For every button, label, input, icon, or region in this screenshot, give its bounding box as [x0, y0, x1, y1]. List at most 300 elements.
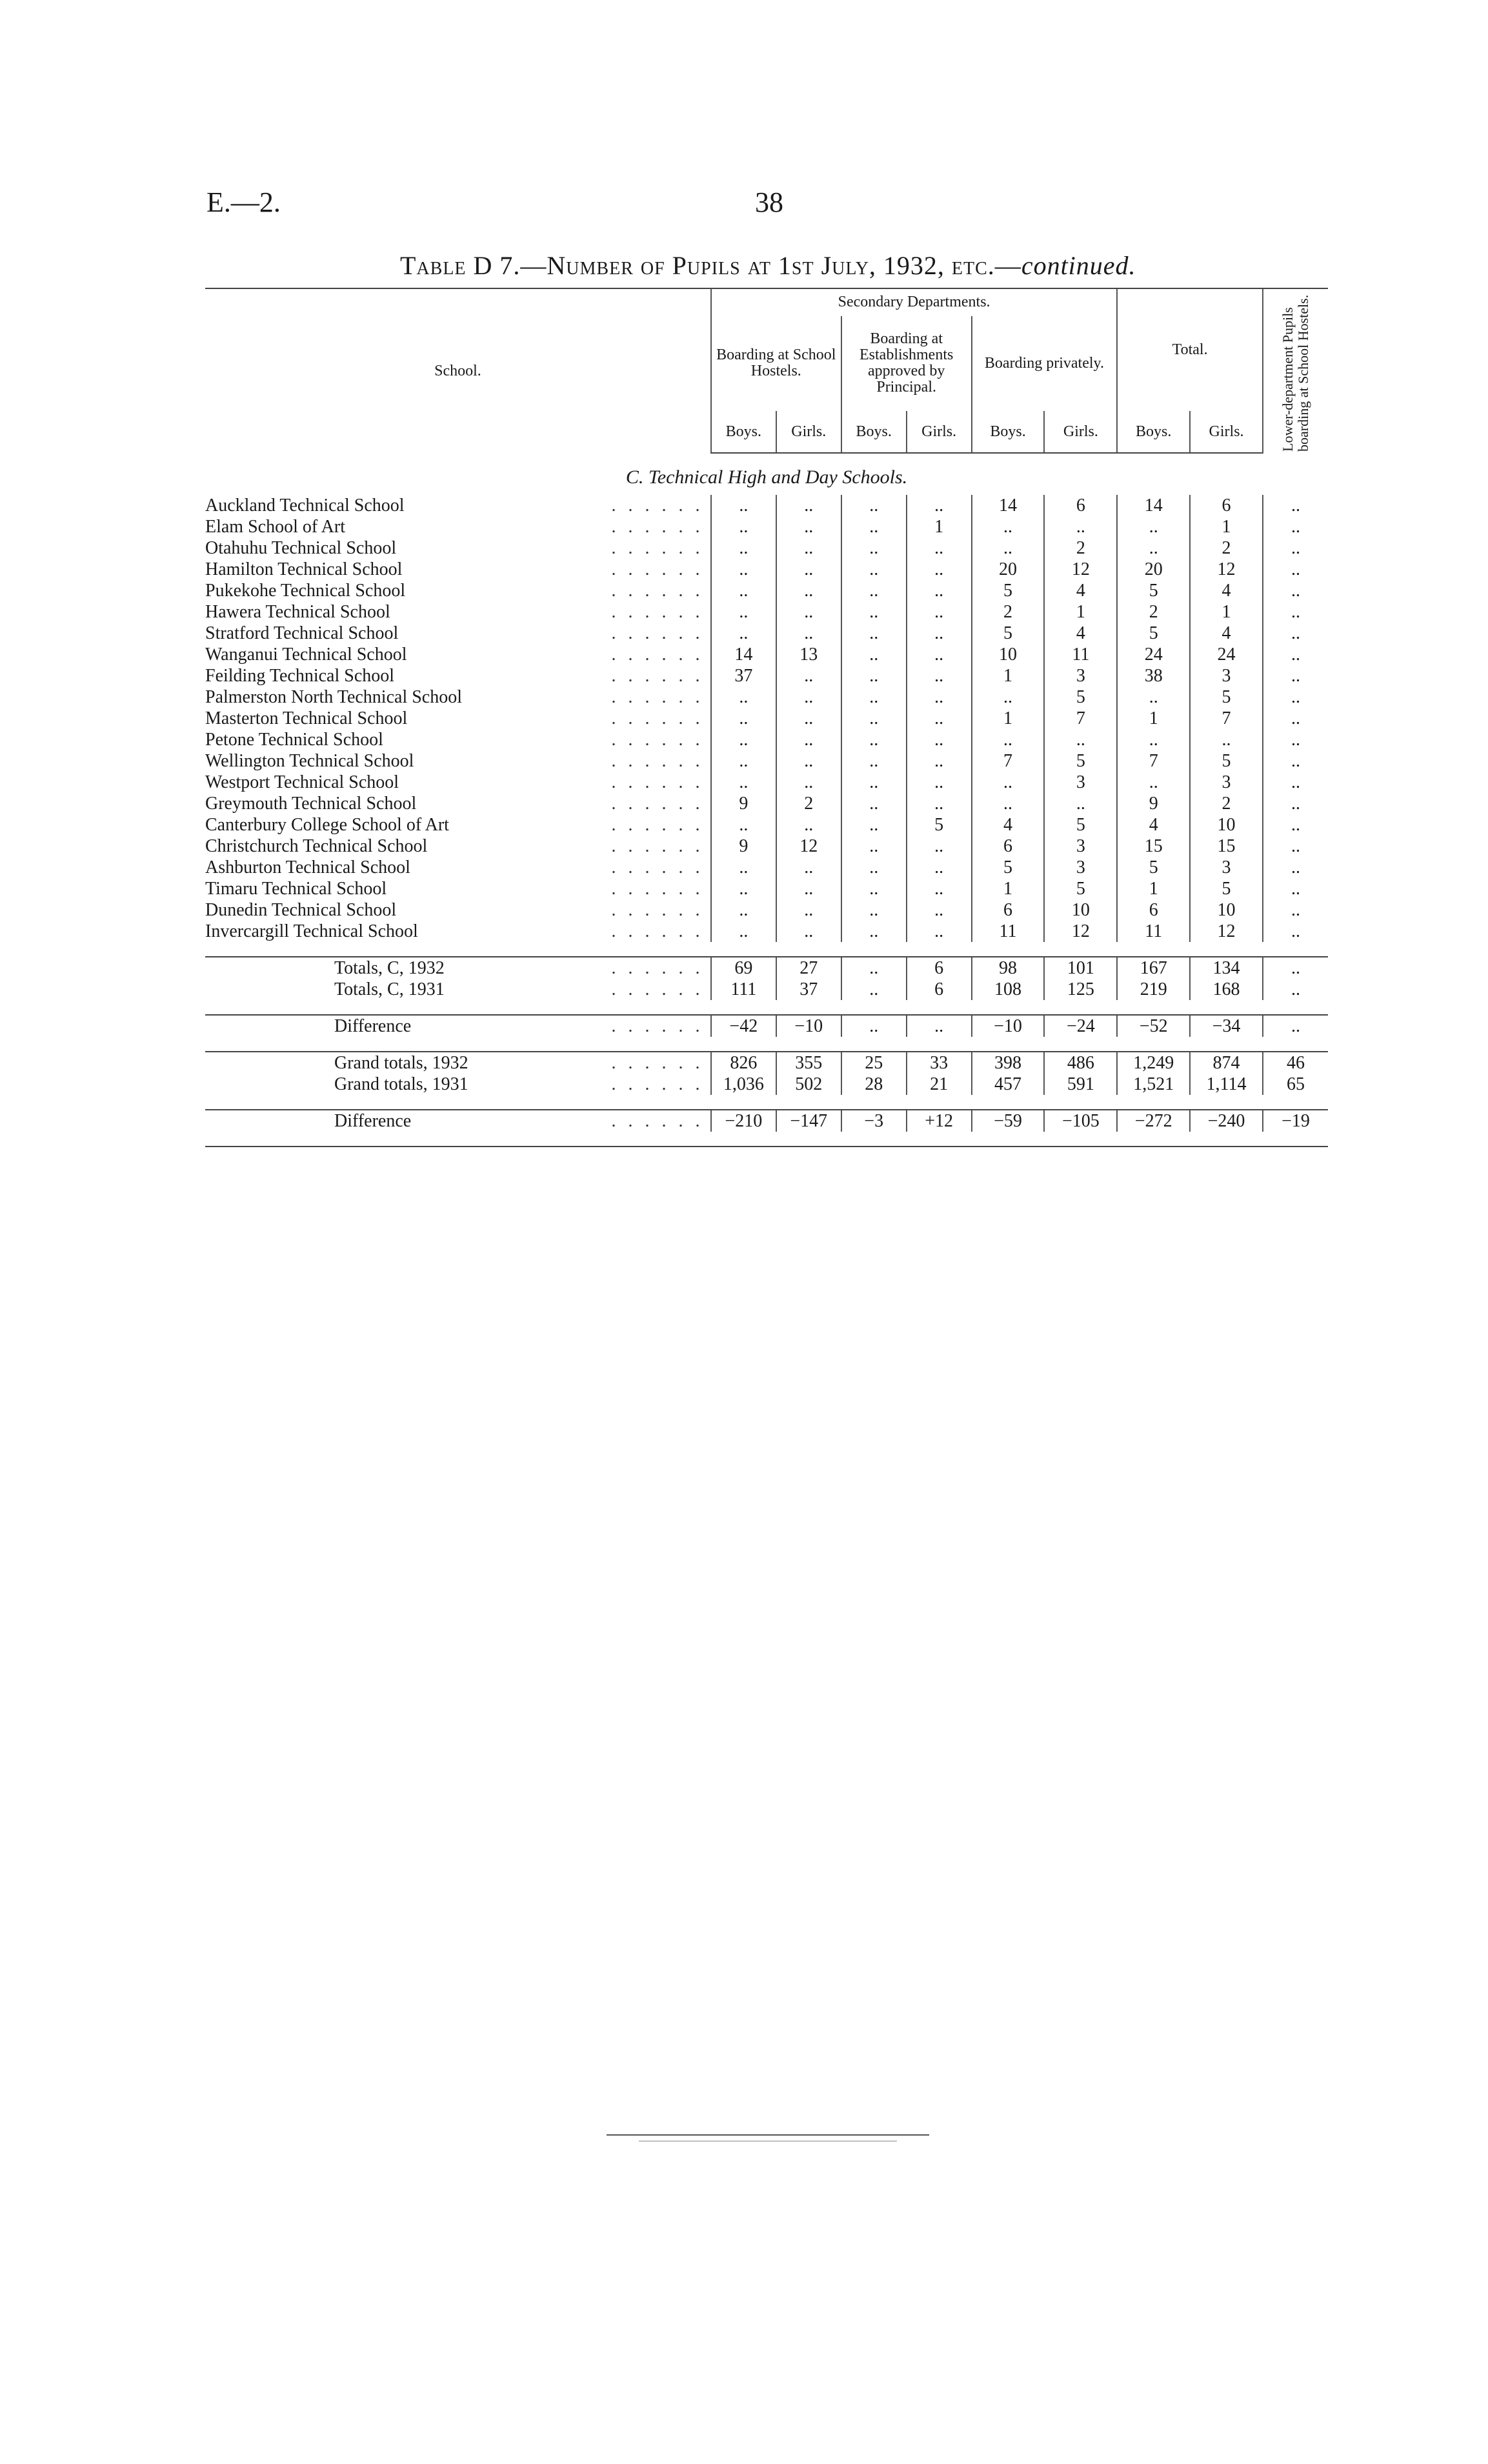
- cell-value: −59: [972, 1110, 1045, 1132]
- cell-value: 3: [1190, 665, 1263, 686]
- leader-dots: . . . . . .: [611, 879, 704, 899]
- grand-totals-label: Grand totals, 1932: [334, 1053, 468, 1073]
- table-row: [205, 921, 1328, 942]
- school-name: Westport Technical School: [205, 772, 399, 792]
- cell-value: ..: [907, 899, 972, 921]
- cell-value: ..: [1117, 516, 1190, 537]
- table-row: [205, 537, 1328, 559]
- page-number: 38: [755, 186, 783, 218]
- cell-value: 25: [841, 1052, 907, 1074]
- leader-dots: . . . . . .: [611, 687, 704, 707]
- cell-value: ..: [841, 793, 907, 814]
- cell-value: 69: [711, 957, 776, 979]
- leader-dots: . . . . . .: [611, 815, 704, 835]
- cell-value: ..: [776, 516, 841, 537]
- cell-value: ..: [1263, 516, 1328, 537]
- cell-value: ..: [907, 750, 972, 772]
- leader-dots: . . . . . .: [611, 772, 704, 792]
- cell-value: ..: [907, 559, 972, 580]
- cell-value: ..: [907, 601, 972, 623]
- cell-value: ..: [841, 516, 907, 537]
- cell-value: ..: [776, 537, 841, 559]
- cell-value: 10: [972, 644, 1045, 665]
- school-name: Elam School of Art: [205, 517, 345, 537]
- cell-value: 24: [1190, 644, 1263, 665]
- grand-totals-row: [205, 1074, 1328, 1095]
- cell-value: 12: [776, 836, 841, 857]
- cell-value: 6: [1044, 495, 1117, 516]
- cell-value: 21: [907, 1074, 972, 1095]
- cell-value: −240: [1190, 1110, 1263, 1132]
- cell-value: 5: [972, 623, 1045, 644]
- cell-value: ..: [841, 899, 907, 921]
- cell-value: 2: [1117, 601, 1190, 623]
- cell-value: ..: [1263, 559, 1328, 580]
- leader-dots: . . . . . .: [611, 1016, 704, 1036]
- cell-value: ..: [711, 899, 776, 921]
- leader-dots: . . . . . .: [611, 1053, 704, 1073]
- cell-value: ..: [841, 921, 907, 942]
- cell-value: 1: [972, 708, 1045, 729]
- cell-value: 1: [1190, 516, 1263, 537]
- cell-value: ..: [776, 750, 841, 772]
- cell-value: 13: [776, 644, 841, 665]
- cell-value: ..: [711, 559, 776, 580]
- leader-dots: . . . . . .: [611, 581, 704, 601]
- cell-value: ..: [841, 979, 907, 1000]
- cell-value: ..: [841, 686, 907, 708]
- cell-value: ..: [711, 814, 776, 836]
- cell-value: ..: [1117, 772, 1190, 793]
- totals-label: Totals, C, 1931: [334, 979, 445, 999]
- cell-value: 4: [1044, 580, 1117, 601]
- cell-value: 27: [776, 957, 841, 979]
- cell-value: ..: [841, 857, 907, 878]
- cell-value: 1,249: [1117, 1052, 1190, 1074]
- cell-value: 9: [1117, 793, 1190, 814]
- cell-value: 6: [972, 836, 1045, 857]
- leader-dots: . . . . . .: [611, 751, 704, 771]
- spacer-cell: [205, 942, 1328, 957]
- cell-value: ..: [907, 644, 972, 665]
- cell-value: 2: [1190, 537, 1263, 559]
- school-name: Christchurch Technical School: [205, 836, 428, 856]
- cell-value: ..: [1263, 580, 1328, 601]
- leader-dots: . . . . . .: [611, 496, 704, 516]
- school-name: Masterton Technical School: [205, 708, 408, 728]
- cell-value: ..: [711, 772, 776, 793]
- leader-dots: . . . . . .: [611, 857, 704, 877]
- difference-row: [205, 1110, 1328, 1132]
- cell-value: 168: [1190, 979, 1263, 1000]
- school-name: Petone Technical School: [205, 730, 383, 750]
- cell-value: ..: [907, 921, 972, 942]
- school-name: Invercargill Technical School: [205, 921, 418, 941]
- cell-value: ..: [711, 601, 776, 623]
- spacer-row: [205, 942, 1328, 957]
- cell-value: 355: [776, 1052, 841, 1074]
- cell-value: ..: [776, 665, 841, 686]
- cell-value: 11: [1044, 644, 1117, 665]
- cell-value: ..: [1263, 750, 1328, 772]
- cell-value: ..: [972, 516, 1045, 537]
- cell-value: 1: [972, 665, 1045, 686]
- boys-header: Boys.: [711, 411, 776, 453]
- cell-value: 4: [972, 814, 1045, 836]
- school-name: Wellington Technical School: [205, 751, 414, 771]
- cell-value: ..: [841, 644, 907, 665]
- leader-dots: . . . . . .: [611, 958, 704, 978]
- cell-value: ..: [776, 772, 841, 793]
- cell-value: 7: [1044, 708, 1117, 729]
- cell-value: 108: [972, 979, 1045, 1000]
- cell-value: ..: [1263, 644, 1328, 665]
- cell-value: 28: [841, 1074, 907, 1095]
- cell-value: 20: [972, 559, 1045, 580]
- cell-value: ..: [1263, 686, 1328, 708]
- school-name: Otahuhu Technical School: [205, 538, 397, 558]
- cell-value: 5: [1190, 878, 1263, 899]
- cell-value: 4: [1117, 814, 1190, 836]
- cell-value: ..: [1263, 623, 1328, 644]
- cell-value: −42: [711, 1015, 776, 1037]
- cell-value: ..: [1263, 921, 1328, 942]
- cell-value: ..: [1263, 899, 1328, 921]
- cell-value: 12: [1190, 559, 1263, 580]
- cell-value: 101: [1044, 957, 1117, 979]
- totals-label: Totals, C, 1932: [334, 958, 445, 978]
- cell-value: 219: [1117, 979, 1190, 1000]
- lower-department-header: [1263, 288, 1328, 453]
- cell-value: 65: [1263, 1074, 1328, 1095]
- cell-value: ..: [841, 601, 907, 623]
- secondary-departments-header: Secondary Departments.: [711, 288, 1117, 316]
- cell-value: ..: [1263, 729, 1328, 750]
- cell-value: ..: [1263, 495, 1328, 516]
- cell-value: ..: [776, 878, 841, 899]
- cell-value: 37: [776, 979, 841, 1000]
- pupils-table-container: [205, 288, 1328, 1147]
- cell-value: ..: [972, 537, 1045, 559]
- cell-value: ..: [1263, 857, 1328, 878]
- cell-value: 12: [1044, 559, 1117, 580]
- cell-value: 1: [972, 878, 1045, 899]
- cell-value: ..: [841, 665, 907, 686]
- boys-header: Boys.: [841, 411, 907, 453]
- cell-value: ..: [907, 665, 972, 686]
- cell-value: ..: [972, 729, 1045, 750]
- spacer-cell: [205, 1132, 1328, 1147]
- cell-value: 2: [1190, 793, 1263, 814]
- cell-value: ..: [1263, 979, 1328, 1000]
- cell-value: ..: [907, 836, 972, 857]
- cell-value: −210: [711, 1110, 776, 1132]
- totals-row: [205, 957, 1328, 979]
- girls-header: Girls.: [776, 411, 841, 453]
- cell-value: ..: [907, 623, 972, 644]
- school-name: Hamilton Technical School: [205, 559, 403, 579]
- cell-value: ..: [841, 559, 907, 580]
- cell-value: ..: [1117, 686, 1190, 708]
- cell-value: ..: [841, 836, 907, 857]
- cell-value: 7: [1117, 750, 1190, 772]
- cell-value: −147: [776, 1110, 841, 1132]
- cell-value: ..: [841, 814, 907, 836]
- cell-value: ..: [711, 750, 776, 772]
- table-row: [205, 644, 1328, 665]
- cell-value: 12: [1190, 921, 1263, 942]
- cell-value: 5: [907, 814, 972, 836]
- cell-value: 1: [1190, 601, 1263, 623]
- cell-value: ..: [1263, 708, 1328, 729]
- cell-value: 5: [1190, 750, 1263, 772]
- cell-value: 4: [1190, 623, 1263, 644]
- cell-value: −105: [1044, 1110, 1117, 1132]
- total-header: Total.: [1117, 288, 1263, 411]
- leader-dots: . . . . . .: [611, 666, 704, 686]
- cell-value: ..: [711, 686, 776, 708]
- table-body: [205, 453, 1328, 1147]
- cell-value: −34: [1190, 1015, 1263, 1037]
- boys-header: Boys.: [1117, 411, 1190, 453]
- table-row: [205, 580, 1328, 601]
- cell-value: −10: [776, 1015, 841, 1037]
- school-name: Auckland Technical School: [205, 496, 405, 516]
- cell-value: ..: [841, 729, 907, 750]
- cell-value: ..: [1263, 1015, 1328, 1037]
- cell-value: ..: [907, 857, 972, 878]
- spacer-cell: [205, 1037, 1328, 1052]
- spacer-cell: [205, 1000, 1328, 1015]
- cell-value: 3: [1044, 836, 1117, 857]
- cell-value: ..: [907, 1015, 972, 1037]
- totals-row: [205, 979, 1328, 1000]
- cell-value: ..: [776, 601, 841, 623]
- cell-value: ..: [711, 921, 776, 942]
- section-title: C. Technical High and Day Schools.: [625, 466, 908, 488]
- table-title: [400, 250, 1200, 281]
- cell-value: 14: [711, 644, 776, 665]
- cell-value: ..: [711, 495, 776, 516]
- cell-value: ..: [776, 814, 841, 836]
- cell-value: 1: [1117, 878, 1190, 899]
- cell-value: ..: [972, 772, 1045, 793]
- cell-value: 167: [1117, 957, 1190, 979]
- cell-value: 98: [972, 957, 1045, 979]
- cell-value: ..: [1263, 601, 1328, 623]
- cell-value: 6: [907, 957, 972, 979]
- cell-value: 15: [1117, 836, 1190, 857]
- table-row: [205, 708, 1328, 729]
- leader-dots: . . . . . .: [611, 623, 704, 643]
- cell-value: 1: [1044, 601, 1117, 623]
- cell-value: ..: [1263, 793, 1328, 814]
- table-row: [205, 836, 1328, 857]
- school-name: Stratford Technical School: [205, 623, 399, 643]
- cell-value: ..: [972, 793, 1045, 814]
- table-row: [205, 516, 1328, 537]
- leader-dots: . . . . . .: [611, 602, 704, 622]
- cell-value: ..: [907, 495, 972, 516]
- cell-value: ..: [711, 878, 776, 899]
- table-row: [205, 686, 1328, 708]
- cell-value: ..: [841, 1015, 907, 1037]
- cell-value: −10: [972, 1015, 1045, 1037]
- cell-value: ..: [711, 580, 776, 601]
- cell-value: ..: [972, 686, 1045, 708]
- cell-value: 33: [907, 1052, 972, 1074]
- leader-dots: . . . . . .: [611, 559, 704, 579]
- cell-value: −52: [1117, 1015, 1190, 1037]
- cell-value: 7: [1190, 708, 1263, 729]
- school-name: Greymouth Technical School: [205, 794, 417, 814]
- school-name: Hawera Technical School: [205, 602, 390, 622]
- table-row: [205, 495, 1328, 516]
- pupils-table: [205, 288, 1328, 1147]
- cell-value: 1,036: [711, 1074, 776, 1095]
- cell-value: 5: [972, 580, 1045, 601]
- cell-value: 3: [1044, 665, 1117, 686]
- cell-value: 38: [1117, 665, 1190, 686]
- cell-value: 826: [711, 1052, 776, 1074]
- spacer-row: [205, 1132, 1328, 1147]
- cell-value: ..: [1263, 836, 1328, 857]
- leader-dots: . . . . . .: [611, 1074, 704, 1094]
- cell-value: 5: [1117, 623, 1190, 644]
- cell-value: 5: [1044, 814, 1117, 836]
- cell-value: 12: [1044, 921, 1117, 942]
- school-name: Feilding Technical School: [205, 666, 395, 686]
- table-row: [205, 623, 1328, 644]
- cell-value: 46: [1263, 1052, 1328, 1074]
- table-row: [205, 793, 1328, 814]
- cell-value: 502: [776, 1074, 841, 1095]
- school-name: Wanganui Technical School: [205, 645, 407, 665]
- page-identifier: E.—2.: [206, 186, 281, 218]
- cell-value: 5: [972, 857, 1045, 878]
- cell-value: ..: [907, 772, 972, 793]
- footer-rule: [607, 2134, 929, 2136]
- cell-value: ..: [841, 772, 907, 793]
- cell-value: 2: [1044, 537, 1117, 559]
- cell-value: ..: [841, 878, 907, 899]
- table-row: [205, 772, 1328, 793]
- table-row: [205, 750, 1328, 772]
- cell-value: 1,521: [1117, 1074, 1190, 1095]
- cell-value: 11: [972, 921, 1045, 942]
- cell-value: ..: [776, 686, 841, 708]
- cell-value: ..: [776, 899, 841, 921]
- leader-dots: . . . . . .: [611, 517, 704, 537]
- school-name: Canterbury College School of Art: [205, 815, 449, 835]
- cell-value: 3: [1190, 857, 1263, 878]
- leader-dots: . . . . . .: [611, 794, 704, 814]
- spacer-cell: [205, 1095, 1328, 1110]
- cell-value: 5: [1044, 750, 1117, 772]
- cell-value: 134: [1190, 957, 1263, 979]
- cell-value: ..: [841, 495, 907, 516]
- cell-value: ..: [776, 623, 841, 644]
- cell-value: ..: [776, 580, 841, 601]
- leader-dots: . . . . . .: [611, 708, 704, 728]
- cell-value: ..: [1044, 793, 1117, 814]
- cell-value: ..: [841, 957, 907, 979]
- cell-value: ..: [841, 708, 907, 729]
- girls-header: Girls.: [907, 411, 972, 453]
- cell-value: 2: [776, 793, 841, 814]
- cell-value: 3: [1190, 772, 1263, 793]
- table-title-italic: continued.: [1021, 251, 1136, 280]
- cell-value: ..: [1190, 729, 1263, 750]
- leader-dots: . . . . . .: [611, 1111, 704, 1131]
- cell-value: 10: [1190, 899, 1263, 921]
- cell-value: ..: [907, 708, 972, 729]
- cell-value: ..: [711, 516, 776, 537]
- cell-value: 1: [1117, 708, 1190, 729]
- cell-value: ..: [907, 537, 972, 559]
- leader-dots: . . . . . .: [611, 900, 704, 920]
- cell-value: ..: [907, 878, 972, 899]
- cell-value: 7: [972, 750, 1045, 772]
- cell-value: 9: [711, 836, 776, 857]
- hostels-header: Boarding at School Hostels.: [711, 316, 841, 411]
- cell-value: ..: [841, 750, 907, 772]
- cell-value: 125: [1044, 979, 1117, 1000]
- leader-dots: . . . . . .: [611, 921, 704, 941]
- cell-value: +12: [907, 1110, 972, 1132]
- cell-value: ..: [841, 623, 907, 644]
- table-title-main: Table D 7.—Number of Pupils at 1st July, 1932, etc.—: [400, 251, 1021, 280]
- establishments-header: Boarding at Establishments approved by Principal.: [841, 316, 972, 411]
- difference-label: Difference: [334, 1111, 412, 1131]
- spacer-row: [205, 1000, 1328, 1015]
- cell-value: ..: [1044, 729, 1117, 750]
- school-name: Palmerston North Technical School: [205, 687, 463, 707]
- privately-header: Boarding privately.: [972, 316, 1118, 411]
- table-row: [205, 857, 1328, 878]
- cell-value: ..: [841, 580, 907, 601]
- table-row: [205, 814, 1328, 836]
- cell-value: 5: [1044, 878, 1117, 899]
- cell-value: −19: [1263, 1110, 1328, 1132]
- cell-value: 10: [1044, 899, 1117, 921]
- school-header: School.: [205, 288, 711, 453]
- table-row: [205, 729, 1328, 750]
- cell-value: 6: [907, 979, 972, 1000]
- boys-header: Boys.: [972, 411, 1045, 453]
- cell-value: ..: [1117, 537, 1190, 559]
- cell-value: 398: [972, 1052, 1045, 1074]
- cell-value: 591: [1044, 1074, 1117, 1095]
- cell-value: 5: [1117, 857, 1190, 878]
- leader-dots: . . . . . .: [611, 836, 704, 856]
- leader-dots: . . . . . .: [611, 645, 704, 665]
- cell-value: 2: [972, 601, 1045, 623]
- cell-value: 37: [711, 665, 776, 686]
- cell-value: ..: [1263, 878, 1328, 899]
- cell-value: 111: [711, 979, 776, 1000]
- grand-totals-label: Grand totals, 1931: [334, 1074, 468, 1094]
- cell-value: ..: [1263, 957, 1328, 979]
- table-row: [205, 665, 1328, 686]
- cell-value: 4: [1190, 580, 1263, 601]
- spacer-row: [205, 1095, 1328, 1110]
- school-name: Dunedin Technical School: [205, 900, 397, 920]
- leader-dots: . . . . . .: [611, 979, 704, 999]
- cell-value: 3: [1044, 857, 1117, 878]
- table-row: [205, 601, 1328, 623]
- difference-row: [205, 1015, 1328, 1037]
